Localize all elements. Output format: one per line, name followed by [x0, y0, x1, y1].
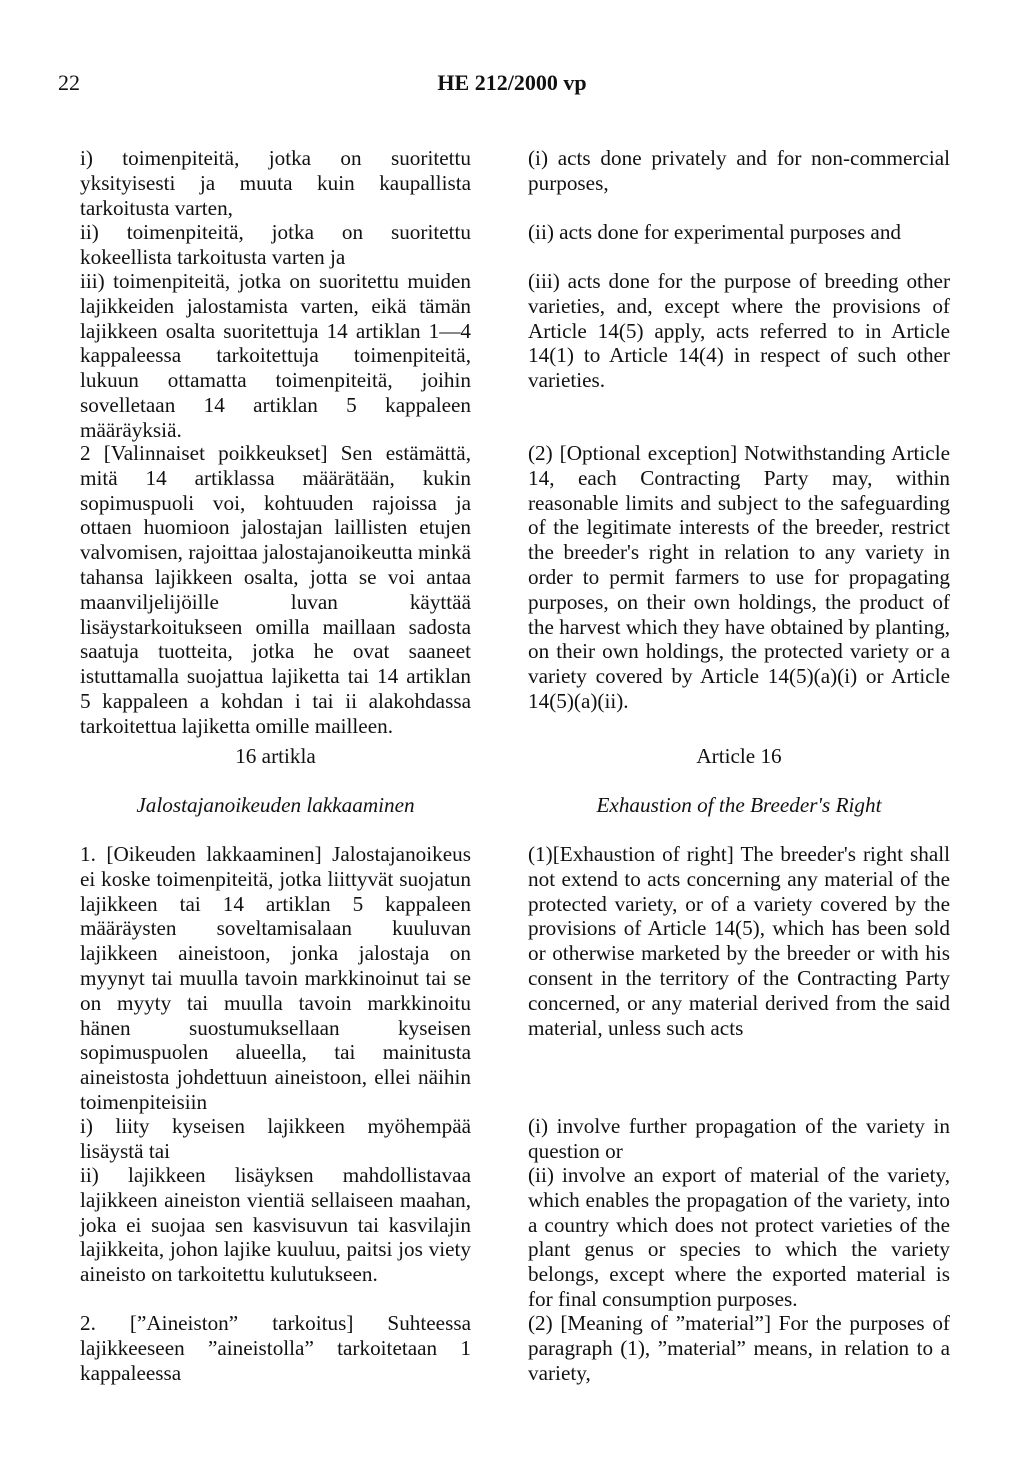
fi-paragraph: 2 [Valinnaiset poikkeukset] Sen estämättä, mitä 14 artiklassa määrätään, kukin sopimuspuoli voi, kohtuuden rajoissa ja ottaen huomioon jalostajan laillisten etujen valvomisen, rajoittaa jalostajanoikeutta minkä tahansa lajikkeen osalta, jotta se voi antaa maanviljelijöille luvan käyttää lisäystarkoitukseen omilla maillaan sadosta saatuja tuotteita, jotka he ovat saaneet istuttamalla suojattua lajiketta tai 14 artiklan 5 kappaleen a kohdan i tai ii alakohdassa tarkoitettua lajiketta omille mailleen.	[80, 441, 471, 738]
en-paragraph: (i) acts done privately and for non-commercial purposes,	[528, 146, 950, 195]
fi-paragraph: i) toimenpiteitä, jotka on suoritettu yksityisesti ja muuta kuin kaupallista tarkoitusta varten,	[80, 146, 471, 220]
fi-paragraph: iii) toimenpiteitä, jotka on suoritettu muiden lajikkeiden jalostamista varten, eikä tämän lajikkeen osalta suoritettuja 14 artiklan 1—4 kappaleessa tarkoitettuja toimenpiteitä, lukuun ottamatta toimenpiteitä, joihin sovelletaan 14 artiklan 5 kappaleen määräyksiä.	[80, 269, 471, 442]
en-paragraph: (2) [Optional exception] Notwithstanding Article 14, each Contracting Party may, within reasonable limits and subject to the safeguarding of the legitimate interests of the breeder, restrict the breeder's right in relation to any variety in order to permit farmers to use for propagating purposes, on their own holdings, the product of the harvest which they have obtained by planting, on their own holdings, the protected variety or a variety covered by Article 14(5)(a)(i) or Article 14(5)(a)(ii).	[528, 441, 950, 713]
en-paragraph: (ii) involve an export of material of the variety, which enables the propagation of the variety, into a country which does not protect varieties of the plant genus or species to which the variety belongs, except where the exported material is for final consumption purposes.	[528, 1163, 950, 1311]
document-title: HE 212/2000 vp	[437, 70, 587, 95]
page-number: 22	[58, 70, 80, 95]
en-paragraph: (2) [Meaning of ”material”] For the purposes of paragraph (1), ”material” means, in relation to a variety,	[528, 1311, 950, 1385]
fi-paragraph: ii) toimenpiteitä, jotka on suoritettu kokeellista tarkoitusta varten ja	[80, 220, 471, 269]
en-paragraph: (1)[Exhaustion of right] The breeder's right shall not extend to acts concerning any material of the protected variety, or of a variety covered by the provisions of Article 14(5), which has been sold or otherwise marketed by the breeder or with his consent in the territory of the Contracting Party concerned, or any material derived from the said material, unless such acts	[528, 842, 950, 1040]
fi-paragraph: ii) lajikkeen lisäyksen mahdollistavaa lajikkeen aineiston vientiä sellaiseen maahan, joka ei suojaa sen kasvisuvun tai kasvilajin lajikkeita, johon lajike kuuluu, paitsi jos viety aineisto on tarkoitettu kulutukseen.	[80, 1163, 471, 1287]
fi-article-number: 16 artikla	[235, 744, 316, 768]
fi-paragraph: 1. [Oikeuden lakkaaminen] Jalostajanoikeus ei koske toimenpiteitä, jotka liittyvät suojatun lajikkeen tai 14 artiklan 5 kappaleen määräysten soveltamisalaan kuuluvan lajikkeen aineistoon, jonka jalostaja on myynyt tai muulla tavoin markkinoinut tai se on myyty tai muulla tavoin markkinoitu hänen suostumuksellaan kyseisen sopimuspuolen alueella, tai mainitusta aineistosta johdettuun aineistoon, ellei näihin toimenpiteisiin	[80, 842, 471, 1114]
en-article-title: Exhaustion of the Breeder's Right	[596, 793, 882, 817]
en-paragraph: (ii) acts done for experimental purposes and	[528, 220, 902, 244]
fi-paragraph: 2. [”Aineiston” tarkoitus] Suhteessa lajikkeeseen ”aineistolla” tarkoitetaan 1 kappaleessa	[80, 1311, 471, 1385]
fi-paragraph: i) liity kyseisen lajikkeen myöhempää lisäystä tai	[80, 1114, 471, 1163]
en-article-number: Article 16	[696, 744, 782, 768]
en-paragraph: (i) involve further propagation of the variety in question or	[528, 1114, 950, 1163]
fi-article-title: Jalostajanoikeuden lakkaaminen	[136, 793, 415, 817]
en-paragraph: (iii) acts done for the purpose of breeding other varieties, and, except where the provisions of Article 14(5) apply, acts referred to in Article 14(1) to Article 14(4) in respect of such other varieties.	[528, 269, 950, 393]
